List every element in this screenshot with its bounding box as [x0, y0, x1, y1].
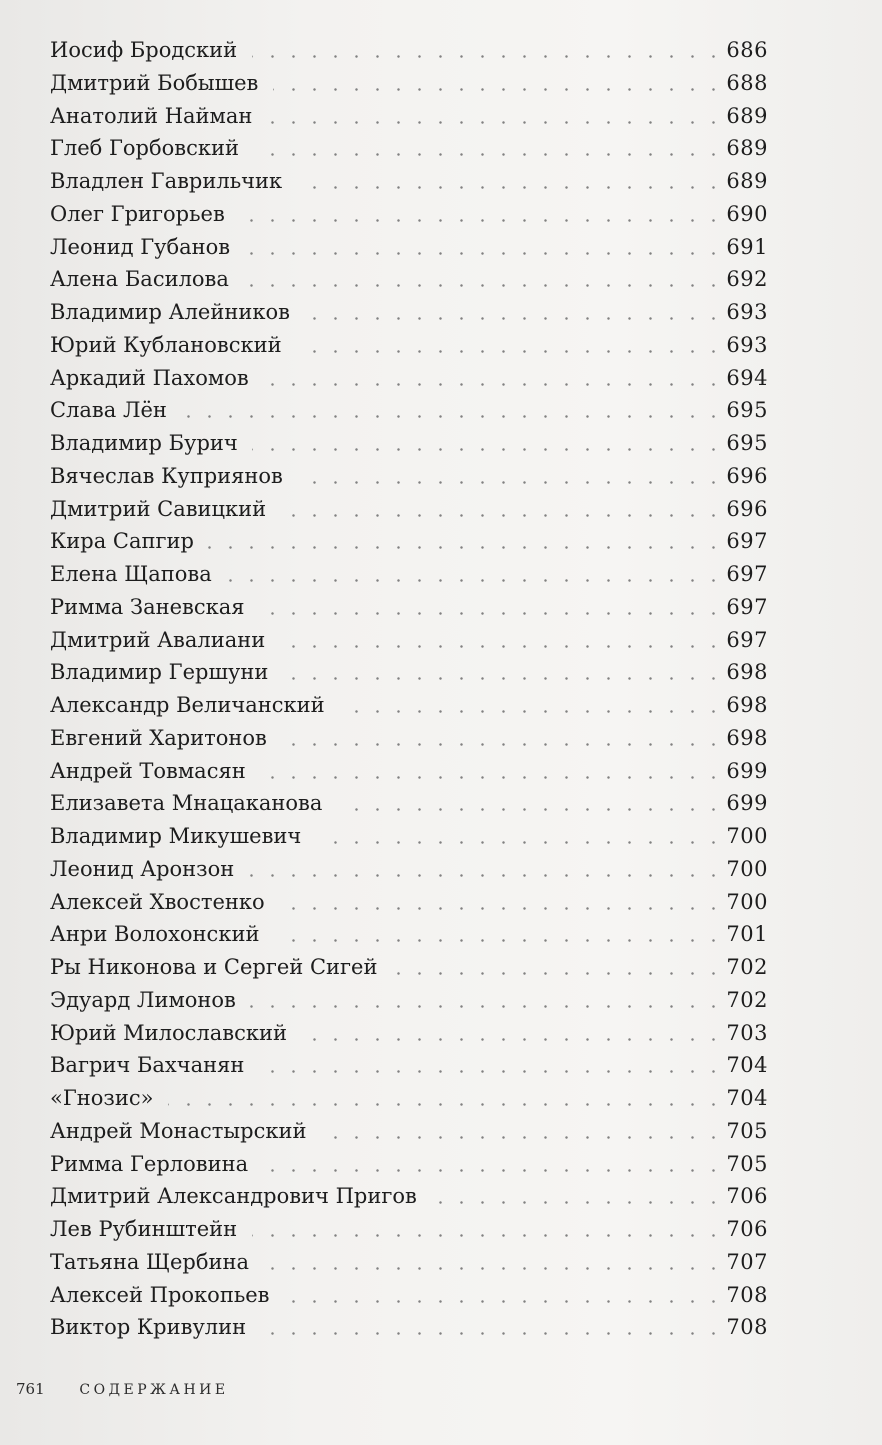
dot-leader [261, 1332, 724, 1335]
toc-entry-page-number: 697 [726, 627, 768, 652]
toc-entry [50, 918, 768, 951]
toc-entry-name: Вагрич Бахчанян [50, 1053, 245, 1078]
dot-leader [267, 121, 724, 124]
dot-leader [245, 252, 724, 255]
toc-entry-page-number: 695 [726, 431, 768, 455]
dot-leader [296, 350, 724, 353]
toc-entry-page-number: 702 [726, 987, 768, 1012]
toc-entry-page-number: 700 [726, 889, 768, 914]
footer-page-number: 761 [16, 1380, 45, 1398]
dot-leader [259, 612, 724, 615]
toc-entry-name: Слава Лён [50, 398, 167, 423]
dot-leader [252, 55, 724, 58]
dot-leader [252, 1234, 724, 1237]
dot-leader [281, 743, 724, 746]
toc-entry-page-number: 686 [726, 38, 768, 62]
toc-entry [50, 1148, 768, 1181]
toc-entry-page-number: 693 [726, 300, 768, 324]
toc-entry-page-number: 700 [726, 856, 768, 881]
toc-entry-page-number: 690 [726, 201, 768, 226]
toc-entry-page-number: 697 [726, 594, 768, 619]
toc-entry [50, 67, 768, 100]
toc-entry-name: Владимир Бурич [50, 431, 238, 455]
toc-entry-name: Андрей Монастырский [50, 1118, 307, 1143]
toc-entry [50, 1049, 768, 1082]
toc-entry-page-number: 707 [726, 1249, 768, 1274]
dot-leader [281, 514, 724, 517]
toc-entry-page-number: 702 [726, 955, 768, 979]
toc-entry-name: Римма Заневская [50, 594, 245, 619]
dot-leader [253, 153, 724, 156]
toc-entry-page-number: 694 [726, 365, 768, 390]
dot-leader [264, 1267, 724, 1270]
toc-entry-page-number: 698 [726, 660, 768, 685]
toc-entry [50, 656, 768, 689]
toc-entry [50, 132, 768, 165]
toc-entry-name: Владимир Микушевич [50, 824, 302, 848]
dot-leader [321, 1136, 724, 1139]
toc-entry-name: Владлен Гаврильчик [50, 169, 283, 193]
dot-leader [181, 415, 724, 418]
toc-entry-name: Олег Григорьев [50, 201, 225, 226]
toc-entry-page-number: 705 [726, 1151, 768, 1176]
toc-entry-page-number: 696 [726, 463, 768, 488]
toc-entry-name: Татьяна Щербина [50, 1249, 250, 1274]
dot-leader [431, 1201, 724, 1204]
toc-entry [50, 1115, 768, 1148]
dot-leader [252, 448, 724, 451]
toc-entry-name: Андрей Товмасян [50, 758, 246, 783]
dot-leader [392, 972, 724, 975]
toc-entry-page-number: 699 [726, 791, 768, 816]
toc-entry-name: Вячеслав Куприянов [50, 463, 283, 488]
toc-entry [50, 853, 768, 886]
toc-entry [50, 886, 768, 919]
toc-entry-name: Анатолий Найман [50, 103, 253, 128]
toc-entry-page-number: 692 [726, 267, 768, 292]
toc-entry-name: Виктор Кривулин [50, 1315, 247, 1340]
dot-leader [226, 579, 724, 582]
toc-entry-name: «Гнозис» [50, 1086, 154, 1110]
toc-entry-page-number: 698 [726, 693, 768, 717]
toc-entry [50, 329, 768, 362]
dot-leader [280, 645, 724, 648]
toc-entry-name: Иосиф Бродский [50, 38, 238, 62]
toc-entry-name: Лев Рубинштейн [50, 1217, 238, 1241]
footer-section-title: СОДЕРЖАНИЕ [79, 1382, 229, 1398]
toc-entry [50, 34, 768, 67]
dot-leader [274, 939, 724, 942]
toc-entry-name: Елизавета Мнацаканова [50, 791, 323, 816]
toc-entry [50, 1246, 768, 1279]
toc-entry-name: Юрий Милославский [50, 1020, 287, 1045]
dot-leader [297, 481, 724, 484]
table-of-contents [50, 34, 768, 1344]
toc-entry [50, 984, 768, 1017]
toc-entry-page-number: 697 [726, 562, 768, 586]
dot-leader [279, 907, 724, 910]
toc-entry [50, 493, 768, 526]
toc-entry-name: Глеб Горбовский [50, 136, 239, 161]
toc-entry-name: Юрий Кублановский [50, 332, 282, 357]
toc-entry-name: Дмитрий Авалиани [50, 627, 266, 652]
toc-entry-page-number: 706 [726, 1184, 768, 1209]
dot-leader [283, 677, 724, 680]
dot-leader [259, 1070, 724, 1073]
toc-entry-page-number: 706 [726, 1217, 768, 1241]
toc-entry-page-number: 693 [726, 332, 768, 357]
toc-entry-name: Римма Герловина [50, 1151, 249, 1176]
toc-entry-name: Анри Волохонский [50, 922, 260, 947]
toc-entry-page-number: 689 [726, 169, 768, 193]
toc-entry-page-number: 689 [726, 136, 768, 161]
toc-entry-name: Эдуард Лимонов [50, 987, 236, 1012]
toc-entry [50, 1017, 768, 1050]
dot-leader [297, 186, 724, 189]
toc-entry-name: Дмитрий Александрович Пригов [50, 1184, 417, 1209]
toc-entry-page-number: 708 [726, 1282, 768, 1307]
toc-entry [50, 591, 768, 624]
toc-entry-name: Ры Никонова и Сергей Сигей [50, 955, 378, 979]
toc-entry-page-number: 688 [726, 70, 768, 95]
toc-entry-name: Алексей Хвостенко [50, 889, 265, 914]
toc-entry-page-number: 705 [726, 1118, 768, 1143]
toc-entry [50, 198, 768, 231]
toc-entry-name: Леонид Аронзон [50, 856, 235, 881]
toc-entry [50, 755, 768, 788]
toc-entry-page-number: 701 [726, 922, 768, 947]
toc-entry [50, 394, 768, 427]
toc-entry [50, 1180, 768, 1213]
dot-leader [263, 1169, 724, 1172]
toc-entry [50, 820, 768, 853]
toc-entry [50, 558, 768, 591]
toc-entry-page-number: 698 [726, 725, 768, 750]
toc-entry-page-number: 696 [726, 496, 768, 521]
dot-leader [339, 710, 724, 713]
toc-entry-page-number: 689 [726, 103, 768, 128]
toc-entry [50, 1279, 768, 1312]
dot-leader [337, 808, 724, 811]
dot-leader [260, 776, 724, 779]
toc-entry-name: Елена Щапова [50, 562, 212, 586]
dot-leader [243, 284, 724, 287]
toc-entry-page-number: 704 [726, 1053, 768, 1078]
toc-entry-name: Дмитрий Савицкий [50, 496, 267, 521]
toc-entry [50, 951, 768, 984]
toc-entry-page-number: 708 [726, 1315, 768, 1340]
toc-entry-page-number: 691 [726, 234, 768, 259]
toc-entry-page-number: 695 [726, 398, 768, 423]
dot-leader [249, 874, 724, 877]
dot-leader [284, 1300, 724, 1303]
dot-leader [239, 219, 724, 222]
toc-entry [50, 427, 768, 460]
toc-entry [50, 787, 768, 820]
toc-entry-name: Дмитрий Бобышев [50, 70, 259, 95]
dot-leader [250, 1005, 724, 1008]
toc-entry-name: Владимир Алейников [50, 300, 290, 324]
dot-leader [304, 317, 724, 320]
toc-entry [50, 722, 768, 755]
toc-entry-name: Алексей Прокопьев [50, 1282, 270, 1307]
toc-entry-name: Леонид Губанов [50, 234, 231, 259]
toc-entry-name: Евгений Харитонов [50, 725, 267, 750]
toc-entry [50, 1213, 768, 1246]
toc-entry [50, 231, 768, 264]
toc-entry-name: Кира Сапгир [50, 529, 194, 554]
page-footer [16, 1380, 229, 1398]
toc-entry-page-number: 700 [726, 824, 768, 848]
dot-leader [316, 841, 724, 844]
toc-entry-page-number: 704 [726, 1086, 768, 1110]
toc-entry [50, 525, 768, 558]
toc-entry-page-number: 699 [726, 758, 768, 783]
toc-entry [50, 460, 768, 493]
dot-leader [168, 1103, 724, 1106]
toc-entry [50, 100, 768, 133]
dot-leader [273, 88, 724, 91]
toc-entry [50, 689, 768, 722]
toc-entry-name: Аркадий Пахомов [50, 365, 249, 390]
toc-entry-page-number: 697 [726, 529, 768, 554]
dot-leader [208, 546, 724, 549]
dot-leader [301, 1038, 724, 1041]
toc-entry [50, 165, 768, 198]
toc-entry-page-number: 703 [726, 1020, 768, 1045]
toc-entry [50, 624, 768, 657]
toc-entry [50, 362, 768, 395]
toc-entry [50, 1311, 768, 1344]
toc-entry-name: Александр Величанский [50, 693, 325, 717]
toc-entry-name: Алена Басилова [50, 267, 229, 292]
toc-entry [50, 296, 768, 329]
toc-entry [50, 263, 768, 296]
dot-leader [263, 383, 724, 386]
toc-entry-name: Владимир Гершуни [50, 660, 269, 685]
toc-entry [50, 1082, 768, 1115]
